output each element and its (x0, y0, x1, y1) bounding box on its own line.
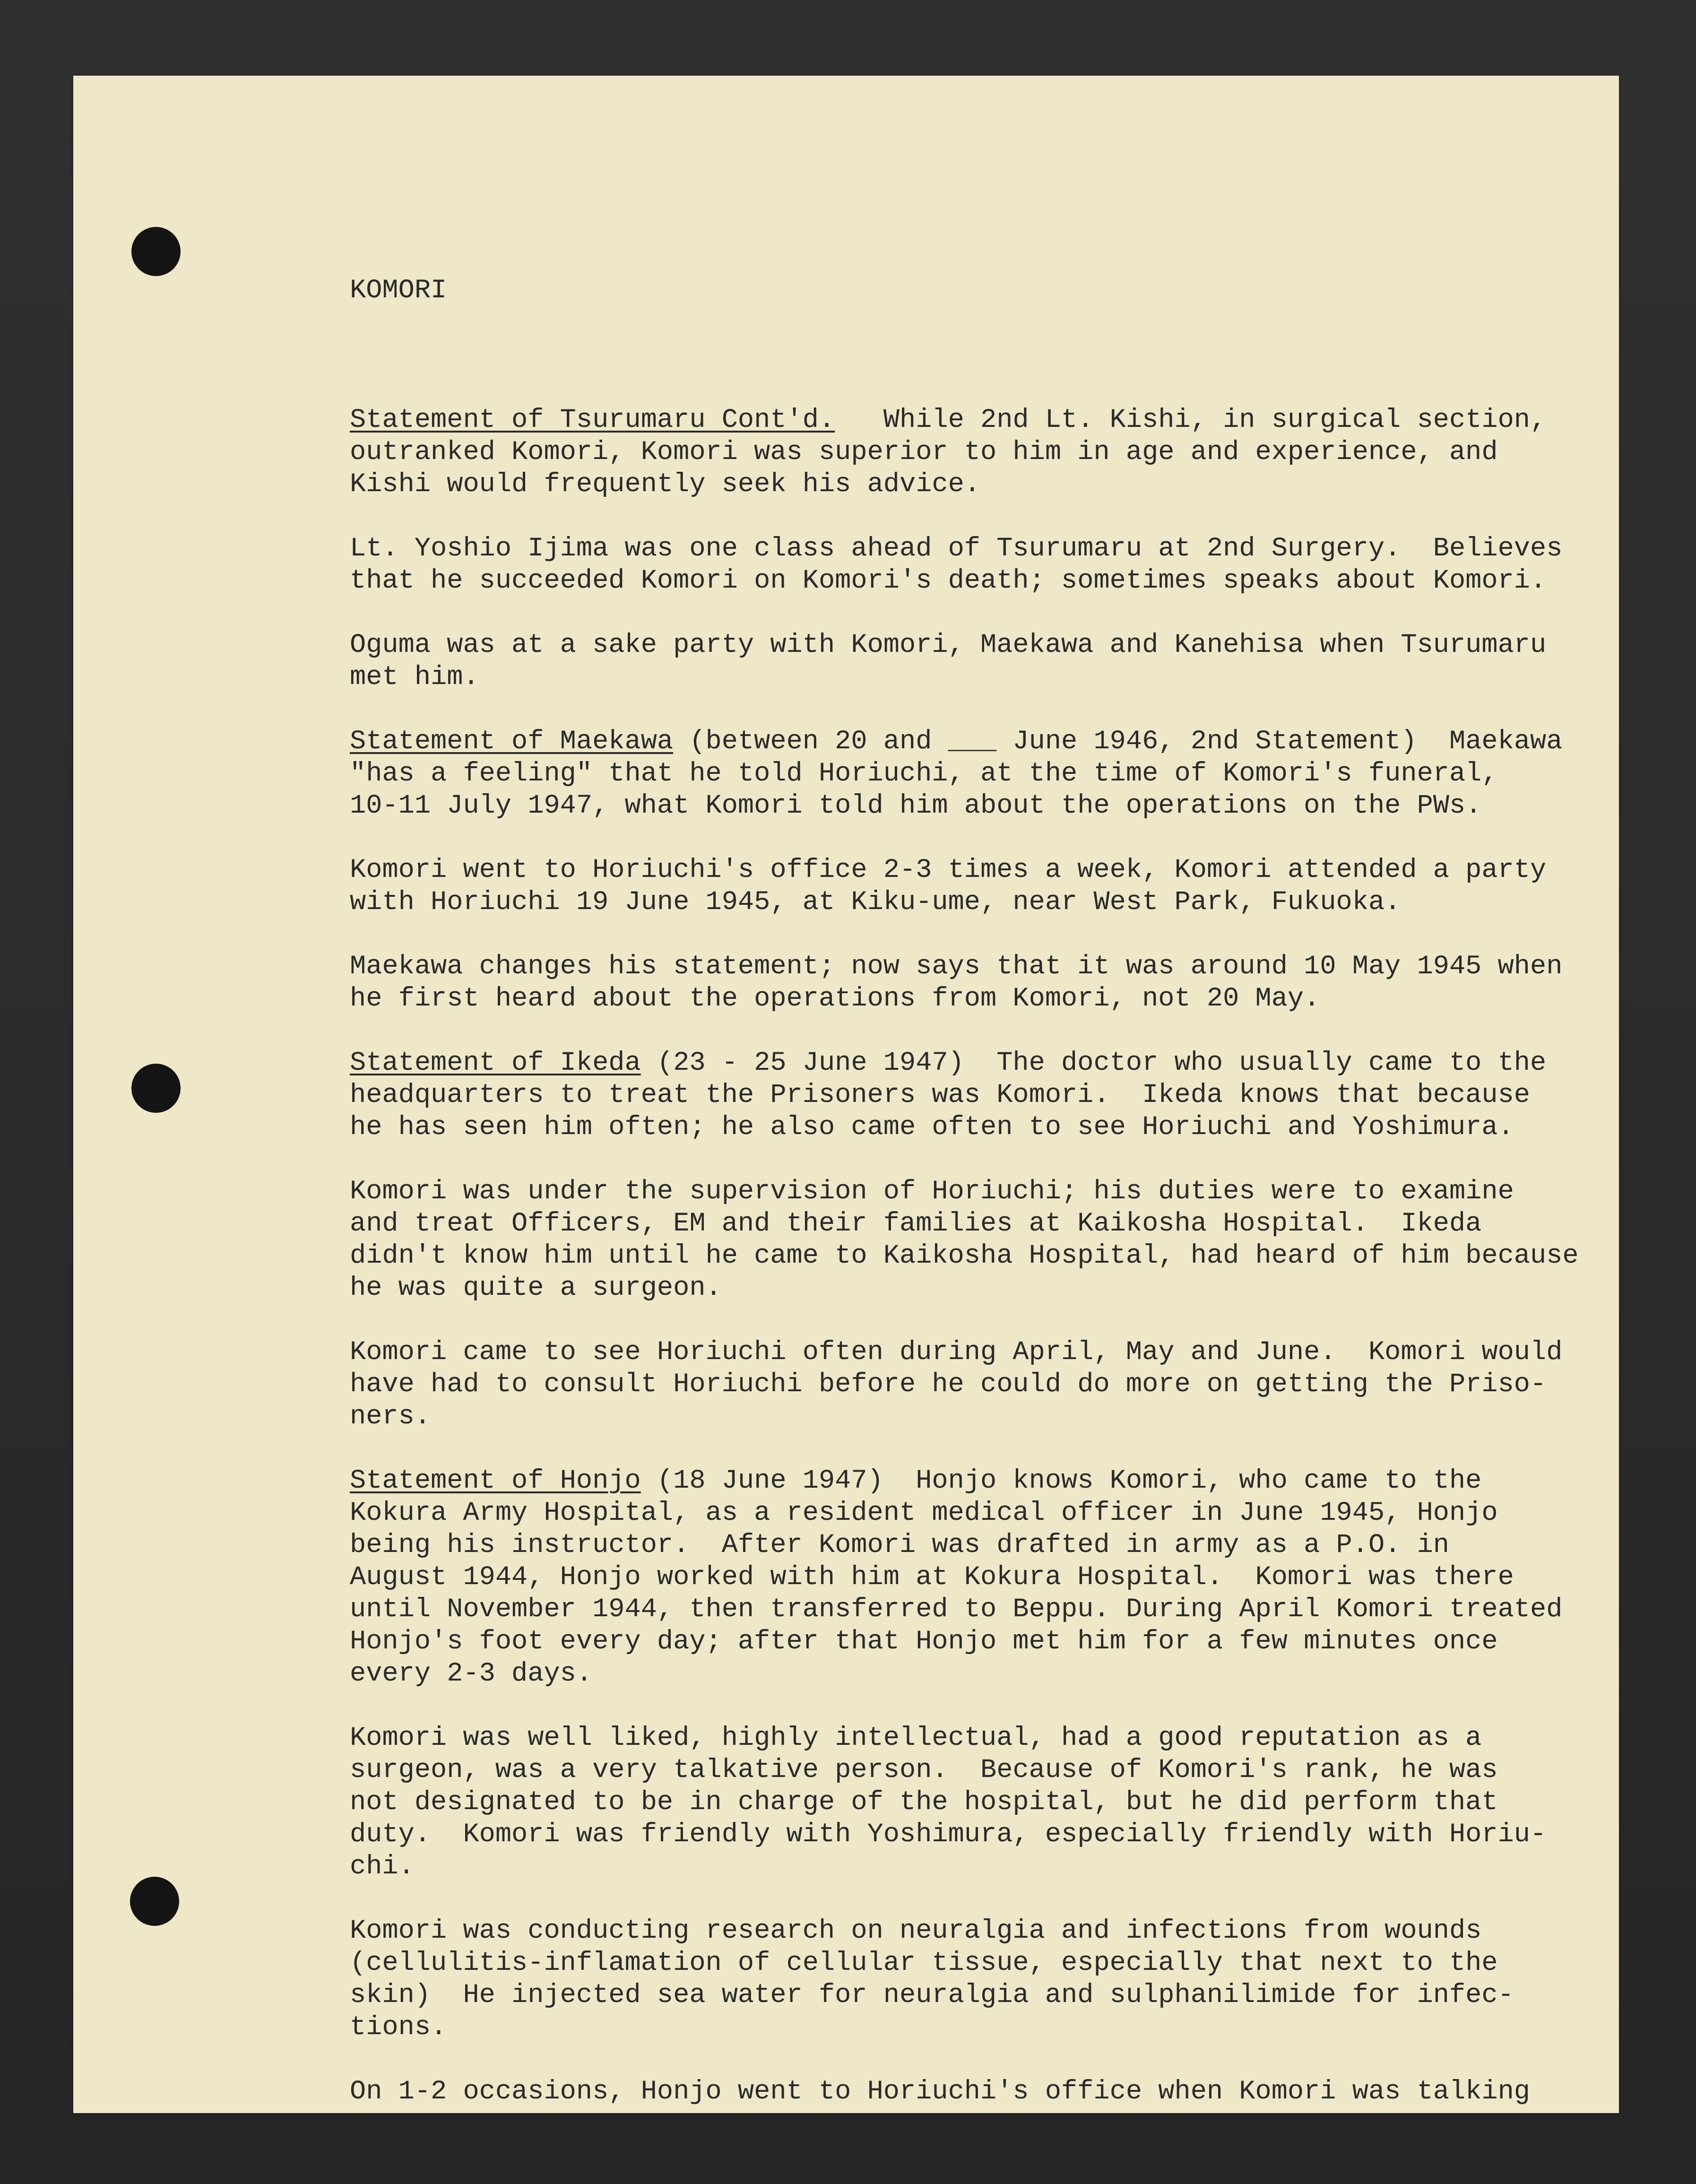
paragraph (350, 404, 1607, 501)
punch-hole (130, 1877, 179, 1926)
line-text: outranked Komori, Komori was superior to him in age and experience, and (350, 437, 1498, 468)
line-text: Oguma was at a sake party with Komori, Maekawa and Kanehisa when Tsurumaru (350, 630, 1547, 660)
text-line (350, 1754, 1607, 1786)
text-line (350, 436, 1607, 468)
line-text: (cellulitis-inflamation of cellular tissue, especially that next to the (350, 1948, 1498, 1978)
text-line (350, 533, 1607, 565)
line-text: (23 - 25 June 1947) The doctor who usually came to the (640, 1048, 1547, 1078)
paragraph (350, 1336, 1607, 1433)
text-line (350, 758, 1607, 790)
text-line (350, 1851, 1607, 1883)
line-text: duty. Komori was friendly with Yoshimura, especially friendly with Horiu- (350, 1820, 1547, 1850)
line-text: (between 20 and ___ June 1946, 2nd Statement) Maekawa (673, 727, 1563, 757)
text-line (350, 1722, 1607, 1754)
line-text: headquarters to treat the Prisoners was Komori. Ikeda knows that because (350, 1080, 1531, 1110)
line-text: didn't know him until he came to Kaikosha Hospital, had heard of him because (350, 1241, 1579, 1271)
line-text: Kokura Army Hospital, as a resident medical officer in June 1945, Honjo (350, 1498, 1498, 1528)
text-line (350, 1208, 1607, 1240)
line-text: ners. (350, 1402, 431, 1432)
punch-hole (131, 1064, 181, 1113)
line-text: Maekawa changes his statement; now says that it was around 10 May 1945 when (350, 952, 1563, 982)
text-line (350, 1819, 1607, 1851)
line-text: (18 June 1947) Honjo knows Komori, who came to the (640, 1466, 1482, 1496)
text-line (350, 983, 1607, 1015)
text-line (350, 1336, 1607, 1369)
paragraph (350, 1915, 1607, 2044)
text-line (350, 1947, 1607, 1979)
text-line (350, 1626, 1607, 1658)
line-text: Kishi would frequently seek his advice. (350, 469, 981, 500)
line-text: Komori was conducting research on neuralgia and infections from wounds (350, 1916, 1482, 1946)
statement-title: Statement of Tsurumaru Cont'd. (350, 405, 835, 435)
paragraph (350, 1465, 1607, 1690)
document-heading: KOMORI (350, 276, 447, 306)
text-line (350, 1786, 1607, 1819)
line-text: he has seen him often; he also came often to see Horiuchi and Yoshimura. (350, 1112, 1514, 1143)
text-line (350, 1465, 1607, 1497)
paragraph (350, 2076, 1607, 2108)
line-text: August 1944, Honjo worked with him at Kokura Hospital. Komori was there (350, 1562, 1514, 1593)
punch-hole (131, 227, 181, 276)
text-line (350, 1369, 1607, 1401)
statement-title: Statement of Maekawa (350, 727, 674, 757)
text-line (350, 2076, 1607, 2108)
line-text: Komori was under the supervision of Horiuchi; his duties were to examine (350, 1177, 1514, 1207)
line-text: chi. (350, 1852, 415, 1882)
text-line (350, 1240, 1607, 1272)
text-line (350, 1111, 1607, 1144)
line-text: being his instructor. After Komori was drafted in army as a P.O. in (350, 1530, 1449, 1560)
text-line (350, 1529, 1607, 1561)
line-text: met him. (350, 662, 479, 693)
line-text: While 2nd Lt. Kishi, in surgical section, (835, 405, 1547, 435)
statement-title: Statement of Honjo (350, 1466, 641, 1496)
line-text: every 2-3 days. (350, 1659, 593, 1689)
text-line (350, 790, 1607, 822)
statement-title: Statement of Ikeda (350, 1048, 641, 1078)
text-line (350, 1561, 1607, 1594)
paragraph (350, 951, 1607, 1015)
text-line (350, 1401, 1607, 1433)
line-text: On 1-2 occasions, Honjo went to Horiuchi's office when Komori was talking (350, 2077, 1531, 2107)
text-line (350, 2011, 1607, 2044)
text-line (350, 1272, 1607, 1304)
text-line (350, 726, 1607, 758)
paragraph (350, 854, 1607, 919)
line-text: until November 1944, then transferred to Beppu. During April Komori treated (350, 1595, 1563, 1625)
line-text: he was quite a surgeon. (350, 1273, 722, 1303)
text-line (350, 1079, 1607, 1111)
line-text: surgeon, was a very talkative person. Because of Komori's rank, he was (350, 1755, 1498, 1785)
paragraph (350, 1176, 1607, 1304)
line-text: skin) He injected sea water for neuralgia and sulphanilimide for infec- (350, 1980, 1514, 2011)
text-line (350, 661, 1607, 693)
text-line (350, 1658, 1607, 1690)
paragraph (350, 1722, 1607, 1883)
line-text: he first heard about the operations from Komori, not 20 May. (350, 984, 1320, 1014)
text-line (350, 565, 1607, 597)
text-line (350, 854, 1607, 886)
text-line (350, 886, 1607, 919)
text-line (350, 951, 1607, 983)
text-line (350, 1497, 1607, 1529)
paragraph (350, 1047, 1607, 1144)
paragraph (350, 629, 1607, 693)
line-text: Komori went to Horiuchi's office 2-3 times a week, Komori attended a party (350, 855, 1547, 885)
line-text: Honjo's foot every day; after that Honjo met him for a few minutes once (350, 1627, 1498, 1657)
line-text: Komori was well liked, highly intellectual, had a good reputation as a (350, 1723, 1482, 1753)
line-text: Lt. Yoshio Ijima was one class ahead of Tsurumaru at 2nd Surgery. Believes (350, 534, 1563, 564)
text-line (350, 468, 1607, 501)
line-text: with Horiuchi 19 June 1945, at Kiku-ume, near West Park, Fukuoka. (350, 887, 1401, 918)
line-text: tions. (350, 2012, 447, 2043)
line-text: and treat Officers, EM and their families at Kaikosha Hospital. Ikeda (350, 1209, 1482, 1239)
line-text: that he succeeded Komori on Komori's death; sometimes speaks about Komori. (350, 566, 1547, 596)
text-line (350, 1979, 1607, 2011)
line-text: not designated to be in charge of the hospital, but he did perform that (350, 1787, 1498, 1818)
line-text: 10-11 July 1947, what Komori told him about the operations on the PWs. (350, 791, 1482, 821)
text-line (350, 629, 1607, 661)
line-text: "has a feeling" that he told Horiuchi, at the time of Komori's funeral, (350, 759, 1498, 789)
line-text: Komori came to see Horiuchi often during April, May and June. Komori would (350, 1337, 1563, 1368)
text-line (350, 1047, 1607, 1079)
text-line (350, 1594, 1607, 1626)
text-line (350, 1176, 1607, 1208)
text-line (350, 1915, 1607, 1947)
text-line (350, 404, 1607, 436)
document-body (350, 210, 1607, 2172)
paragraph (350, 726, 1607, 822)
paragraph-list (350, 404, 1607, 2108)
line-text: have had to consult Horiuchi before he could do more on getting the Priso- (350, 1369, 1547, 1400)
paragraph (350, 533, 1607, 597)
